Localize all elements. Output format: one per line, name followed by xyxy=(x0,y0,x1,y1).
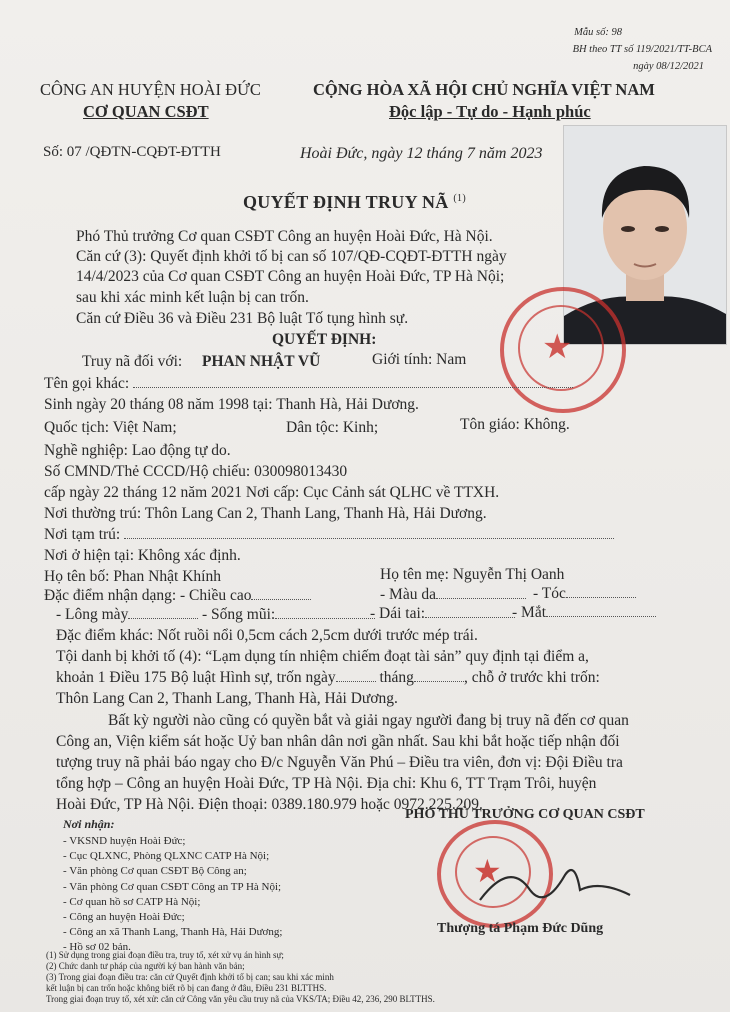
religion: Tôn giáo: Không. xyxy=(460,416,570,433)
form-number: Mẫu số: 98 xyxy=(574,27,622,38)
nose-text: - Sống mũi: xyxy=(202,606,276,623)
date-of-birth: Sinh ngày 20 tháng 08 năm 1998 tại: Thanh Hà, Hải Dương. xyxy=(44,396,419,413)
temp-dotted-line xyxy=(124,538,614,539)
recipients-label: Nơi nhận: xyxy=(63,817,115,831)
temp-text: Nơi tạm trú: xyxy=(44,526,121,543)
nose-label xyxy=(202,606,375,624)
footnote: Trong giai đoạn truy tố, xét xử: căn cứ Công văn yêu cầu truy nã của VKS/TA; Điều 42, 236, 290 BLTTHS. xyxy=(46,994,435,1004)
form-basis: BH theo TT số 119/2021/TT-BCA xyxy=(572,44,712,55)
wanted-label: Truy nã đối với: xyxy=(82,353,183,370)
skin-label xyxy=(380,586,526,604)
recipient-item: - Cục QLXNC, Phòng QLXNC CATP Hà Nội; xyxy=(63,850,270,863)
call-line-1: Bất kỳ người nào cũng có quyền bắt và giải ngay người đang bị truy nã đến cơ quan xyxy=(108,712,629,729)
id-issued: cấp ngày 22 tháng 12 năm 2021 Nơi cấp: Cục Cảnh sát QLHC về TTXH. xyxy=(44,484,500,501)
body-p2a: Căn cứ (3): Quyết định khởi tố bị can số 107/QĐ-CQĐT-ĐTTH ngày xyxy=(76,248,507,265)
crime-text: khoản 1 Điều 175 Bộ luật Hình sự, trốn ngày xyxy=(56,669,336,686)
alias-dotted-line xyxy=(133,387,573,388)
brow-text: - Lông mày xyxy=(56,606,129,623)
recipient-item: - VKSND huyện Hoài Đức; xyxy=(63,835,186,847)
nationality: Quốc tịch: Việt Nam; xyxy=(44,419,177,436)
crime-line-3: Thôn Lang Can 2, Thanh Lang, Thanh Hà, Hải Dương. xyxy=(56,690,398,707)
height-label: Đặc điểm nhận dạng: - Chiều cao xyxy=(44,587,252,604)
temporary-residence-label xyxy=(44,526,614,544)
crime-line-2 xyxy=(56,669,600,687)
features-row-1 xyxy=(44,587,311,605)
prior-residence-text: , chỗ ở trước khi trốn: xyxy=(463,669,600,686)
title-text: QUYẾT ĐỊNH TRUY NÃ xyxy=(243,192,449,212)
call-line-3: tượng truy nã phải báo ngay cho Đ/c Nguyễn Văn Phú – Điều tra viên, đơn vị: Đội Điều tra xyxy=(56,754,623,771)
gender: Giới tính: Nam xyxy=(372,351,467,368)
other-features: Đặc điểm khác: Nốt ruồi nổi 0,5cm cách 2,5cm dưới trước mép trái. xyxy=(56,627,478,644)
signature-icon xyxy=(470,850,640,920)
signer-title: PHÓ THỦ TRƯỞNG CƠ QUAN CSĐT xyxy=(405,807,645,822)
skin-text: - Màu da xyxy=(380,586,436,603)
call-line-4: tổng hợp – Công an huyện Hoài Đức, TP Hà Nội. Địa chỉ: Khu 6, TT Trạm Trôi, huyện xyxy=(56,775,597,792)
footnote: kết luận bị can trốn hoặc không biết rõ bị can đang ở đâu, Điều 231 BLTTHS. xyxy=(46,983,327,993)
title-footnote: (1) xyxy=(453,193,466,204)
footnote: (3) Trong giai đoạn điều tra: căn cứ Quyết định khởi tố bị can; sau khi xác minh xyxy=(46,972,334,982)
month-text: tháng xyxy=(379,669,414,686)
official-seal xyxy=(500,287,626,413)
eye-text: - Mắt xyxy=(512,604,547,621)
decision-heading: QUYẾT ĐỊNH: xyxy=(272,331,377,348)
recipient-item: - Văn phòng Cơ quan CSĐT Công an TP Hà Nội; xyxy=(63,880,282,893)
alias-text: Tên gọi khác: xyxy=(44,375,130,392)
ear-text: - Dái tai: xyxy=(370,605,426,622)
recipients-list xyxy=(63,834,282,956)
issuer-unit: CƠ QUAN CSĐT xyxy=(83,102,209,121)
id-number: Số CMND/Thẻ CCCD/Hộ chiếu: 030098013430 xyxy=(44,463,348,480)
place-date: Hoài Đức, ngày 12 tháng 7 năm 2023 xyxy=(300,145,543,162)
recipient-item: - Công an xã Thanh Lang, Thanh Hà, Hải Dương; xyxy=(63,926,283,939)
wanted-name: PHAN NHẬT VŨ xyxy=(202,353,321,370)
issuer-org: CÔNG AN HUYỆN HOÀI ĐỨC xyxy=(40,80,261,99)
recipient-item: - Văn phòng Cơ quan CSĐT Bộ Công an; xyxy=(63,865,247,878)
crime-line-1: Tội danh bị khởi tố (4): “Lạm dụng tín nhiệm chiếm đoạt tài sản” quy định tại điểm a, xyxy=(56,648,589,665)
nation-motto: Độc lập - Tự do - Hạnh phúc xyxy=(389,102,591,121)
footnote: (1) Sử dụng trong giai đoạn điều tra, truy tố, xét xử vụ án hình sự; xyxy=(46,950,284,960)
ethnicity: Dân tộc: Kinh; xyxy=(286,419,379,436)
document-number: Số: 07 /QĐTN-CQĐT-ĐTTH xyxy=(43,144,221,160)
star-icon: ★ xyxy=(542,329,573,366)
body-p2c: sau khi xác minh kết luận bị can trốn. xyxy=(76,289,309,306)
document-title xyxy=(243,192,466,213)
current-residence: Nơi ở hiện tại: Không xác định. xyxy=(44,547,241,564)
footnote: (2) Chức danh tư pháp của người ký ban hành văn bản; xyxy=(46,961,245,971)
occupation: Nghề nghiệp: Lao động tự do. xyxy=(44,442,231,459)
recipient-item: - Hồ sơ 02 bản. xyxy=(63,941,131,954)
form-reference xyxy=(572,24,712,75)
hair-text: - Tóc xyxy=(533,585,566,602)
recipient-item: - Công an huyện Hoài Đức; xyxy=(63,911,185,924)
call-line-5: Hoài Đức, TP Hà Nội. Điện thoại: 0389.180.979 hoặc 0972.225.209. xyxy=(56,796,483,813)
form-date: ngày 08/12/2021 xyxy=(633,61,704,72)
father-name: Họ tên bố: Phan Nhật Khính xyxy=(44,568,221,585)
body-p3: Căn cứ Điều 36 và Điều 231 Bộ luật Tố tụng hình sự. xyxy=(76,310,409,327)
signer-name: Thượng tá Phạm Đức Dũng xyxy=(437,921,604,936)
eye-label xyxy=(512,604,656,622)
mother-name: Họ tên mẹ: Nguyễn Thị Oanh xyxy=(380,566,565,583)
body-p2b: 14/4/2023 của Cơ quan CSĐT Công an huyện Hoài Đức, TP Hà Nội; xyxy=(76,268,505,285)
brow-label xyxy=(56,606,198,624)
ear-label xyxy=(370,605,515,623)
hair-label xyxy=(533,585,636,603)
body-p1: Phó Thủ trưởng Cơ quan CSĐT Công an huyện Hoài Đức, Hà Nội. xyxy=(76,228,493,245)
seal-star-icon: ★ xyxy=(473,853,502,889)
permanent-residence: Nơi thường trú: Thôn Lang Can 2, Thanh Lang, Thanh Hà, Hải Dương. xyxy=(44,505,487,522)
alias-label xyxy=(44,375,573,393)
recipient-item: - Cơ quan hồ sơ CATP Hà Nội; xyxy=(63,895,201,908)
nation-name: CỘNG HÒA XÃ HỘI CHỦ NGHĨA VIỆT NAM xyxy=(313,80,655,99)
footnotes xyxy=(46,950,435,1005)
call-line-2: Công an, Viện kiểm sát hoặc Uỷ ban nhân dân nơi gần nhất. Sau khi bắt hoặc tiếp nhận đối xyxy=(56,733,620,750)
